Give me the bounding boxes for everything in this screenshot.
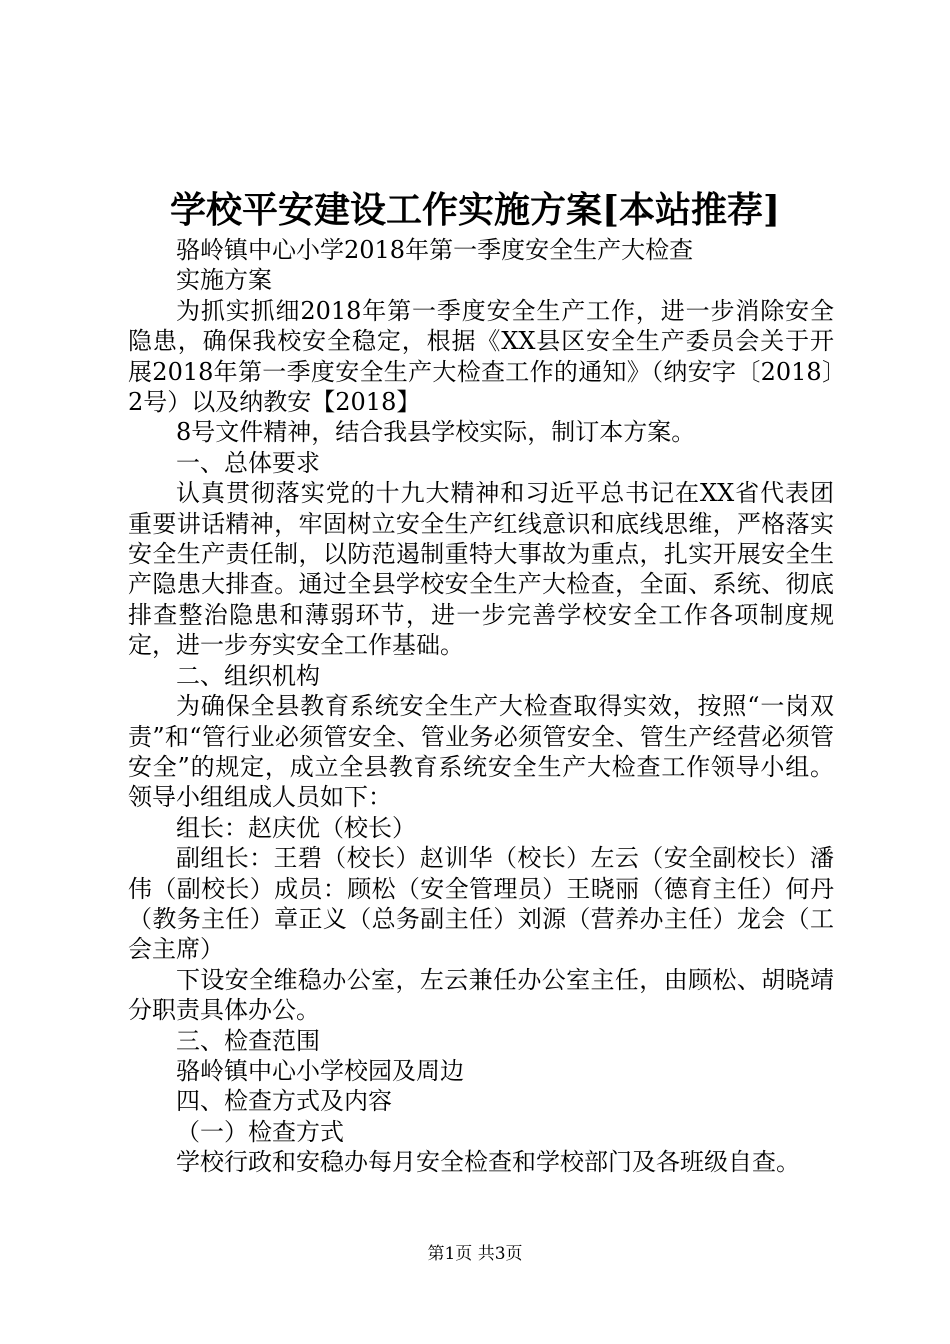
body-paragraph: 为抓实抓细2018年第一季度安全生产工作，进一步消除安全隐患，确保我校安全稳定，根据《XX县区安全生产委员会关于开展2018年第一季度安全生产大检查工作的通知》（纳安字〔2018〕2号）以及纳教安【2018】 [128,296,834,417]
document-title: 学校平安建设工作实施方案[本站推荐] [169,189,781,231]
body-paragraph: 组长：赵庆优（校长） [176,813,416,842]
subtitle-line: 实施方案 [176,266,272,295]
body-paragraph: 认真贯彻落实党的十九大精神和习近平总书记在XX省代表团重要讲话精神，牢固树立安全生产红线意识和底线思维，严格落实安全生产责任制，以防范遏制重特大事故为重点，扎实开展安全生产隐患大排查。通过全县学校安全生产大检查，全面、系统、彻底排查整治隐患和薄弱环节，进一步完善学校安全工作各项制度规定，进一步夯实安全工作基础。 [128,479,834,660]
section-heading: 一、总体要求 [176,448,320,477]
body-paragraph: 副组长：王碧（校长）赵训华（校长）左云（安全副校长）潘伟（副校长）成员：顾松（安全管理员）王晓丽（德育主任）何丹（教务主任）章正义（总务副主任）刘源（营养办主任）龙会（工会主席） [128,844,834,964]
body-paragraph: 为确保全县教育系统安全生产大检查取得实效，按照“一岗双责”和“管行业必须管安全、管业务必须管安全、管生产经营必须管安全”的规定，成立全县教育系统安全生产大检查工作领导小组。领导小组组成人员如下： [128,692,834,812]
body-paragraph: 下设安全维稳办公室，左云兼任办公室主任，由顾松、胡晓靖分职责具体办公。 [128,965,834,1025]
page-footer: 第1页 共3页 [427,1244,523,1264]
body-paragraph: 骆岭镇中心小学校园及周边 [176,1056,464,1085]
section-heading: 二、组织机构 [176,661,320,690]
body-paragraph: 8号文件精神，结合我县学校实际，制订本方案。 [176,418,696,447]
document-body [128,235,834,1178]
section-heading: 三、检查范围 [176,1026,320,1055]
subtitle-line: 骆岭镇中心小学2018年第一季度安全生产大检查 [176,236,694,264]
subsection-heading: （一）检查方式 [176,1117,344,1146]
section-heading: 四、检查方式及内容 [176,1087,392,1116]
body-paragraph: 学校行政和安稳办每月安全检查和学校部门及各班级自查。 [176,1148,800,1177]
